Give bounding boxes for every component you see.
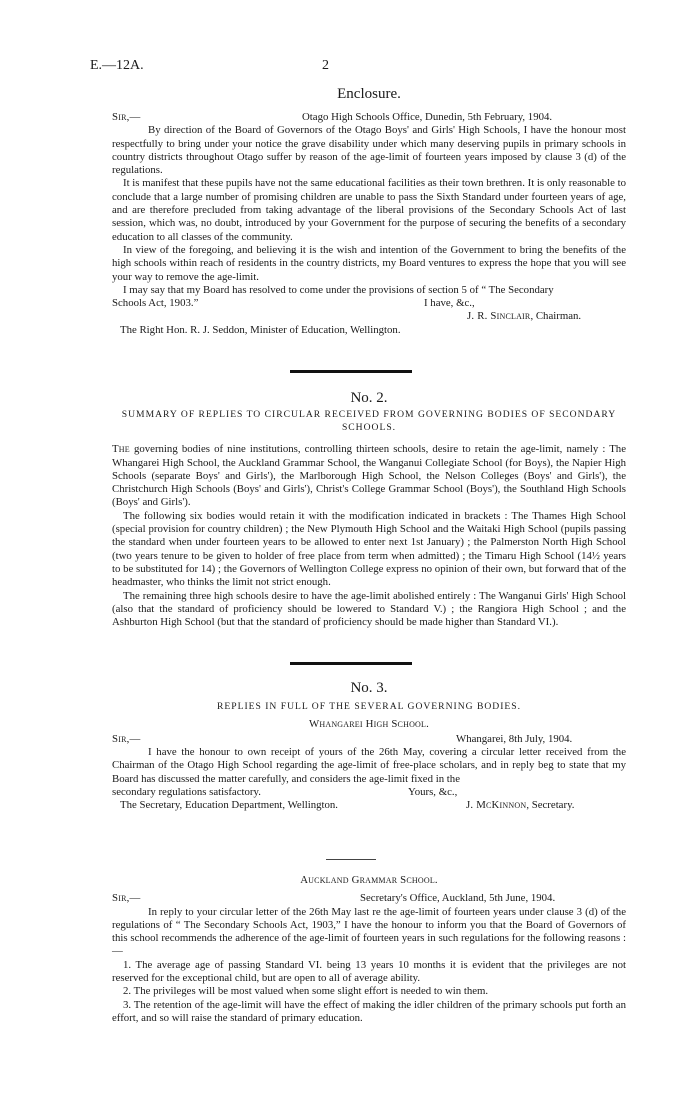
page-number: 2 [322,58,329,73]
signature [467,310,581,323]
addressee: The Secretary, Education Department, Wellington. [120,799,338,812]
paragraph: By direction of the Board of Governors of the Otago Boys' and Girls' High Schools, I have the honour most respectfully to bring under your notice the grave disability under which many deserving pupils in primary schools in country districts throughout Otago suffer by reason of the age-limit of fourteen years imposed by clause 3 (d) of the regulations. [112,124,626,177]
section-divider [290,370,412,373]
paragraph-end: secondary regulations satisfactory. [112,786,261,799]
enclosure-letter [112,111,626,337]
letter-address: Whangarei, 8th July, 1904. [456,732,573,745]
lead-word: The [112,443,130,456]
paragraph: In view of the foregoing, and believing it is the wish and intention of the Government to bring the benefits of the high schools within reach of residents in the country districts, my Board ventures to express the hope that you will see your way to remove the age-limit. [112,243,626,283]
section-no-3 [112,682,626,813]
list-item: 2. The privileges will be most valued when some slight effort is needed to win them. [123,985,489,998]
paragraph-end: Schools Act, 1903.” [112,297,199,310]
enclosure-title: Enclosure. [337,86,401,102]
signature-title: , Secretary. [526,799,575,812]
school-name: Whangarei High School. [308,717,430,730]
signature [466,799,574,812]
signature-title: , Chairman. [530,310,582,323]
list-item: 3. The retention of the age-limit will have the effect of making the idler children of the primary schools put forth an effort, and so will raise the standard of primary education. [112,998,626,1024]
section-number: No. 3. [350,680,388,696]
auckland-letter [112,874,626,1025]
parliamentary-reference: E.—12A. [90,58,144,73]
section-number: No. 2. [350,390,388,406]
auckland-salutation-row [112,892,626,905]
signature-name: J. McKinnon [466,799,527,812]
signature-name: J. R. Sinclair [467,310,531,323]
closing: I have, &c., [424,297,475,310]
paragraph-text: governing bodies of nine institutions, controlling thirteen schools, desire to retain the age-limit, namely : The Whangarei High School, the Auckland Grammar School, the Wanganui Collegiate School (for Boys), the Napier High Schools (separate Boys' and Girls'), the Marlborough High School, the Nelson Colleges (Boys' and Girls'), the Christchurch High Schools (Boys' and Girls'), Christ's College Grammar School (Boys'), the Southland High Schools (Boys' and Girls'). [112,443,626,509]
paragraph [112,443,626,509]
whangarei-signature-row [112,799,626,812]
section-no-2 [112,392,626,629]
paragraph: It is manifest that these pupils have not the same educational facilities as their town brethren. It is only reasonable to conclude that a large number of promising children are unable to pass the Sixth Standard under fourteen years of age, and are therefore precluded from taking advantage of the liberal provisions of the Secondary Schools Act of last session, which was, no doubt, introduced by your Government for the purpose of securing the benefits of a secondary education to all classes of the community. [112,177,626,243]
school-name: Auckland Grammar School. [300,874,438,886]
salutation: Sir,— [112,111,141,123]
section-heading: SUMMARY OF REPLIES TO CIRCULAR RECEIVED FROM GOVERNING BODIES OF SECONDARY SCHOOLS. [121,409,617,433]
paragraph: I may say that my Board has resolved to come under the provisions of section 5 of “ The Secondary [123,283,554,296]
section-divider [290,662,412,665]
salutation: Sir,— [112,892,141,905]
letter-divider [326,859,376,860]
paragraph: I have the honour to own receipt of yours of the 26th May, covering a circular letter received from the Chairman of the Otago High School regarding the age-limit of free-place scholars, and in reply beg to state that my Board has discussed the matter carefully, and considers the age-limit fixed in the [112,746,626,785]
closing: Yours, &c., [408,786,458,799]
addressee-row [112,324,626,337]
salutation: Sir,— [112,732,141,745]
whangarei-closing-row [112,786,626,799]
letter-address: Secretary's Office, Auckland, 5th June, 1904. [360,892,556,905]
signature-row [112,310,626,323]
whangarei-salutation-row [112,733,626,746]
closing-row [112,297,626,310]
addressee: The Right Hon. R. J. Seddon, Minister of Education, Wellington. [120,323,401,336]
letter-address: Otago High Schools Office, Dunedin, 5th February, 1904. [302,111,553,123]
section-heading: REPLIES IN FULL OF THE SEVERAL GOVERNING BODIES. [216,701,521,713]
paragraph: The following six bodies would retain it with the modification indicated in brackets : The Thames High School (special provision for country children) ; the New Plymouth High School and the Waitaki High School (pupils passing the standard when under fourteen years to be allowed to enter next 1st January) ; the Palmerston North High School (two years tenure to be given to holder of free place from term when admitted) ; the Timaru High School (14½ years to be substituted for 14) ; the Governors of Wellington College express no opinion of their own, but forward that of the headmaster, who thinks the limit not strict enough. [112,509,626,589]
enclosure-section [112,88,626,101]
enclosure-salutation-row [112,111,626,124]
list-item: 1. The average age of passing Standard VI. being 13 years 10 months it is evident that the privileges are not reserved for the exceptional child, but are open to all of average ability. [112,958,626,985]
paragraph: The remaining three high schools desire to have the age-limit abolished entirely : The Wanganui Girls' High School (also that the standard of proficiency should be lowered to Standard V.) ; the Rangiora High School ; and the Ashburton High School (but that the standard of proficiency should be made higher than Standard VI.). [112,589,626,629]
paragraph: In reply to your circular letter of the 26th May last re the age-limit of fourteen years under clause 3 (d) of the regulations of “ The Secondary Schools Act, 1903,” I have the honour to inform you that the Board of Governors of this school recommends the adherence of the age-limit of fourteen years in such regulations for the following reasons :— [112,905,626,958]
